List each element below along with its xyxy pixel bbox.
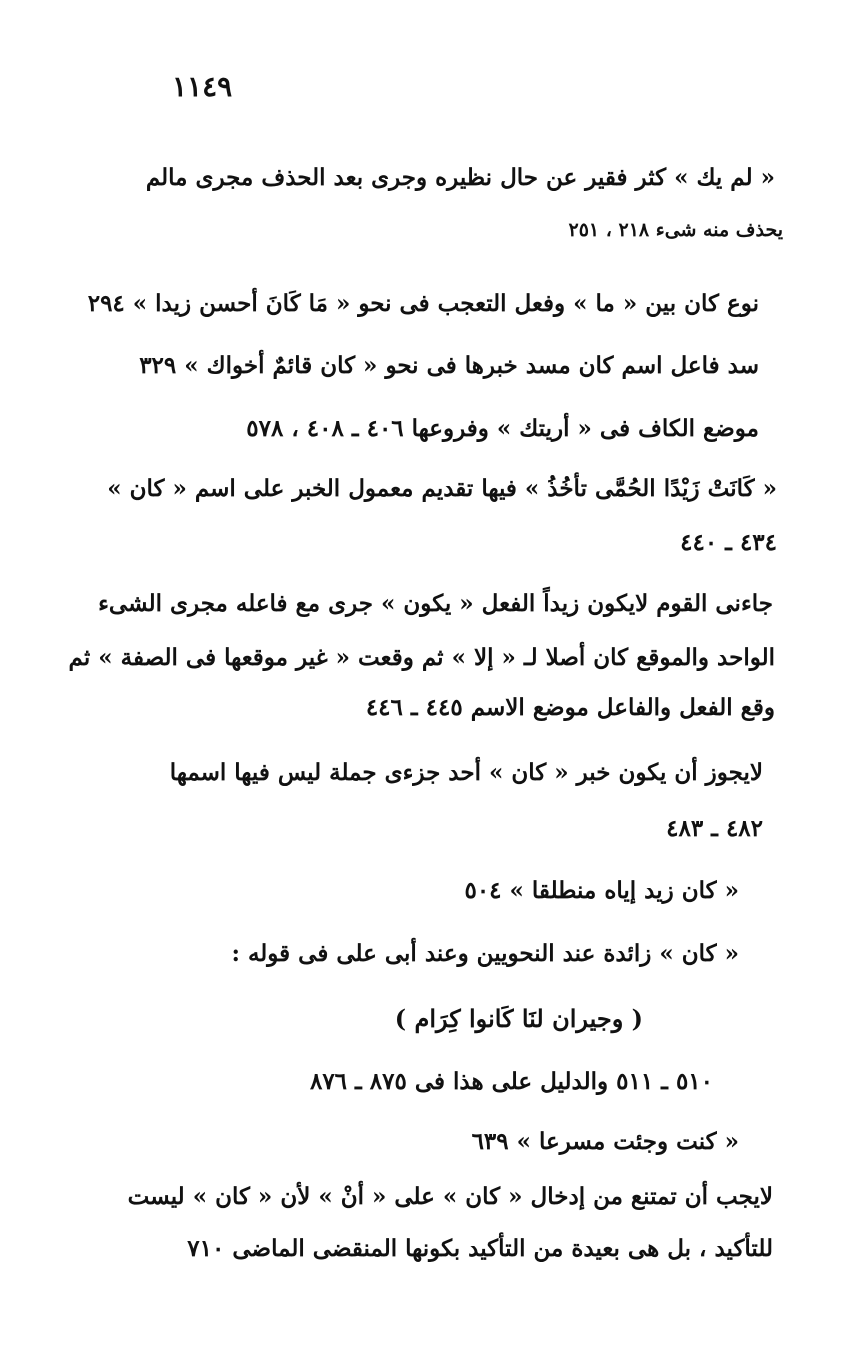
page-number: ١١٤٩ xyxy=(172,70,233,103)
index-entry-line: نوع كان بين « ما » وفعل التعجب فى نحو « مَا كَانَ أحسن زيدا » ٢٩٤ xyxy=(87,290,759,317)
index-entry-line: ٤٨٢ ـ ٤٨٣ xyxy=(666,815,763,842)
index-entry-line: ٥١٠ ـ ٥١١ والدليل على هذا فى ٨٧٥ ـ ٨٧٦ xyxy=(309,1068,713,1095)
index-entry-line: ٤٣٤ ـ ٤٤٠ xyxy=(680,529,777,556)
index-entry-line: « كان زيد إياه منطلقا » ٥٠٤ xyxy=(464,877,739,904)
index-entry-line: لايجب أن تمتنع من إدخال « كان » على « أنْ » لأن « كان » ليست xyxy=(127,1183,773,1210)
index-entry-line: وقع الفعل والفاعل موضع الاسم ٤٤٥ ـ ٤٤٦ xyxy=(365,694,775,721)
index-entry-line: جاءنى القوم لايكون زيداً الفعل « يكون » جرى مع فاعله مجرى الشىء xyxy=(98,590,773,617)
index-entry-line: « كَانَتْ زَيْدًا الحُمَّى تأخُذُ » فيها تقديم معمول الخبر على اسم « كان » xyxy=(107,475,777,502)
index-entry-line: « كنت وجئت مسرعا » ٦٣٩ xyxy=(471,1128,739,1155)
verse-quotation: ( وجيران لنَا كَانوا كِرَام ) xyxy=(394,1004,643,1033)
index-entry-line: للتأكيد ، بل هى بعيدة من التأكيد بكونها المنقضى الماضى ٧١٠ xyxy=(187,1235,773,1262)
index-entry-line: « كان » زائدة عند النحويين وعند أبى على فى قوله : xyxy=(231,940,739,967)
index-entry-line: لايجوز أن يكون خبر « كان » أحد جزءى جملة ليس فيها اسمها xyxy=(169,759,763,786)
index-entry-line: الواحد والموقع كان أصلا لـ « إلا » ثم وقعت « غير موقعها فى الصفة » ثم xyxy=(68,644,775,671)
index-entry-line: « لم يك » كثر فقير عن حال نظيره وجرى بعد الحذف مجرى مالم xyxy=(145,164,775,191)
index-entry-line: يحذف منه شىء ٢١٨ ، ٢٥١ xyxy=(568,219,783,241)
index-entry-line: موضع الكاف فى « أريتك » وفروعها ٤٠٦ ـ ٤٠٨ ، ٥٧٨ xyxy=(246,415,759,442)
index-entry-line: سد فاعل اسم كان مسد خبرها فى نحو « كان قائمٌ أخواك » ٣٢٩ xyxy=(139,352,759,379)
